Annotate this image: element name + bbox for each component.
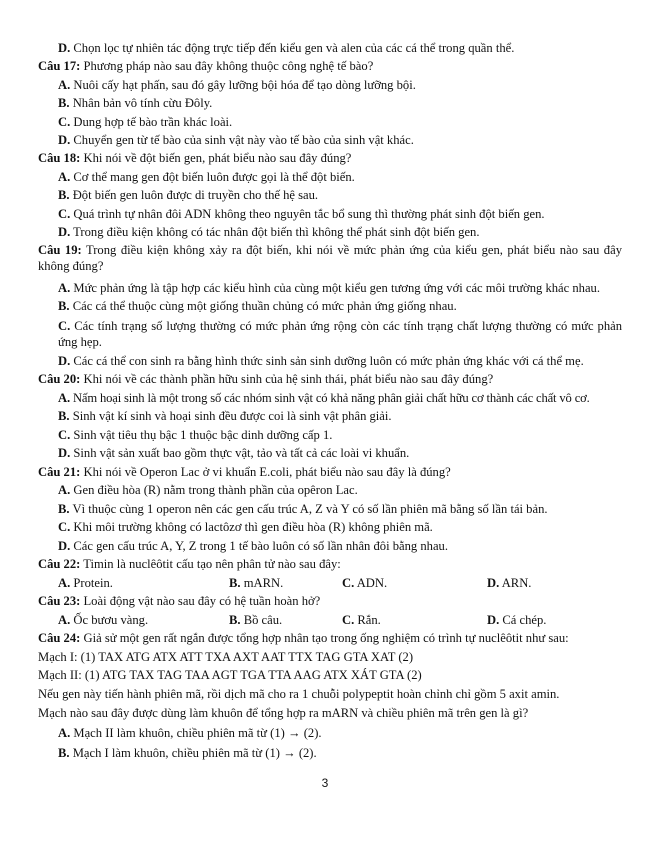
- q21-option-c: [58, 519, 622, 535]
- option-text: Trong điều kiện không có tác nhân đột biến thì không thể phát sinh đột biến gen.: [70, 225, 480, 239]
- option-text: Ốc bươu vàng.: [70, 613, 149, 627]
- question-number: Câu 24:: [38, 631, 81, 645]
- question-23: [38, 593, 622, 609]
- option-text: Các cá thể thuộc cùng một giống thuần chủng có mức phản ứng giống nhau.: [69, 299, 457, 313]
- question-21: [38, 464, 622, 480]
- option-text: Quá trình tự nhân đôi ADN không theo nguyên tắc bổ sung thì thường phát sinh đột biến gen.: [70, 207, 545, 221]
- option-label: A.: [58, 483, 71, 497]
- q18-option-a: [58, 169, 622, 185]
- option-text: Nuôi cấy hạt phấn, sau đó gây lưỡng bội hóa để tạo dòng lưỡng bội.: [70, 78, 416, 92]
- option-label: C.: [58, 319, 71, 333]
- option-label: B.: [58, 409, 70, 423]
- option-label: D.: [58, 446, 71, 460]
- question-text: Khi nói về các thành phần hữu sinh của hệ sinh thái, phát biểu nào sau đây đúng?: [80, 372, 494, 386]
- option-text: Chuyển gen từ tế bào của sinh vật này vào tế bào của sinh vật khác.: [70, 133, 414, 147]
- q22-option-a: [58, 575, 113, 591]
- question-text: Khi nói về Operon Lac ở vi khuẩn E.coli, phát biểu nào sau đây là đúng?: [80, 465, 451, 479]
- q17-option-a: [58, 77, 622, 93]
- option-label: B.: [58, 96, 70, 110]
- q19-option-a: [58, 280, 622, 296]
- question-text: Phương pháp nào sau đây không thuộc công nghệ tế bào?: [80, 59, 374, 73]
- option-label: B.: [58, 502, 70, 516]
- option-label: D.: [58, 133, 71, 147]
- question-24: [38, 630, 622, 646]
- option-label: A.: [58, 170, 71, 184]
- option-label: A.: [58, 391, 70, 405]
- option-label: B.: [229, 576, 241, 590]
- q22-options: [58, 575, 622, 591]
- question-number: Câu 21:: [38, 465, 81, 479]
- q23-option-b: [229, 612, 282, 628]
- option-label: D.: [58, 41, 71, 55]
- option-label: D.: [58, 354, 71, 368]
- question-text: Giả sử một gen rất ngắn được tổng hợp nhân tạo trong ống nghiệm có trình tự nuclêôtit như sau:: [80, 631, 569, 645]
- option-text: Mạch I làm khuôn, chiều phiên mã từ (1) → (2).: [69, 746, 317, 760]
- q20-option-c: [58, 427, 622, 443]
- q18-option-c: [58, 206, 622, 222]
- q22-option-d: [487, 575, 531, 591]
- option-label: A.: [58, 576, 71, 590]
- option-text: Các cá thể con sinh ra bằng hình thức sinh sản sinh dưỡng luôn có mức phản ứng khác với cá thể mẹ.: [70, 354, 584, 368]
- q18-option-d: [58, 224, 622, 240]
- option-text: Cơ thể mang gen đột biến luôn được gọi là thể đột biến.: [70, 170, 355, 184]
- option-text: Khi môi trường không có lactôzơ thì gen điều hòa (R) không phiên mã.: [70, 520, 433, 534]
- option-text: Gen điều hòa (R) nằm trong thành phần của opêron Lac.: [70, 483, 358, 497]
- q22-option-b: [229, 575, 283, 591]
- q20-option-a: [58, 390, 622, 406]
- q20-option-b: [58, 408, 622, 424]
- q17-option-b: [58, 95, 622, 111]
- option-text: Rắn.: [354, 613, 381, 627]
- q21-option-b: [58, 501, 622, 517]
- option-text: Bồ câu.: [240, 613, 283, 627]
- question-number: Câu 23:: [38, 594, 81, 608]
- q23-option-a: [58, 612, 148, 628]
- question-number: Câu 22:: [38, 557, 81, 571]
- question-22: [38, 556, 622, 572]
- question-number: Câu 17:: [38, 59, 81, 73]
- q24-paragraph-1: Nếu gen này tiến hành phiên mã, rồi dịch mã cho ra 1 chuỗi polypeptit hoàn chỉnh chỉ gồm 5 axit amin.: [38, 687, 560, 701]
- q23-option-d: [487, 612, 546, 628]
- question-text: Loài động vật nào sau đây có hệ tuần hoàn hở?: [80, 594, 321, 608]
- q24-paragraph-2: Mạch nào sau đây được dùng làm khuôn để tổng hợp ra mARN và chiều phiên mã trên gen là gì?: [38, 706, 529, 720]
- option-label: D.: [58, 539, 71, 553]
- q23-option-c: [342, 612, 381, 628]
- option-label: C.: [58, 520, 71, 534]
- q16-option-d: [58, 40, 622, 56]
- option-label: D.: [487, 613, 500, 627]
- q21-option-a: [58, 482, 622, 498]
- q22-option-c: [342, 575, 387, 591]
- q24-option-b: [58, 745, 622, 761]
- q24-option-a: [58, 725, 622, 741]
- option-text: Chọn lọc tự nhiên tác động trực tiếp đến kiểu gen và alen của các cá thể trong quần thể.: [70, 41, 515, 55]
- option-text: ARN.: [499, 576, 532, 590]
- option-label: B.: [58, 188, 70, 202]
- option-label: C.: [342, 613, 355, 627]
- page-number: 3: [321, 776, 329, 790]
- q20-option-d: [58, 445, 622, 461]
- question-text: Trong điều kiện không xảy ra đột biến, khi nói về mức phản ứng của kiểu gen, phát biểu nào sau đây không đúng?: [38, 243, 622, 273]
- q19-option-d: [58, 353, 622, 369]
- option-text: Cá chép.: [499, 613, 547, 627]
- option-label: D.: [58, 225, 71, 239]
- option-text: Dung hợp tế bào trần khác loài.: [70, 115, 233, 129]
- option-text: Các tính trạng số lượng thường có mức phản ứng rộng còn các tính trạng chất lượng thường có mức phản ứng hẹp.: [58, 319, 622, 349]
- option-label: B.: [58, 746, 70, 760]
- option-label: C.: [58, 115, 71, 129]
- option-label: D.: [487, 576, 500, 590]
- option-label: A.: [58, 281, 71, 295]
- q23-options: [58, 612, 622, 628]
- option-text: ADN.: [354, 576, 388, 590]
- q17-option-d: [58, 132, 622, 148]
- strand-2: Mạch II: (1) ATG TAX TAG TAA AGT TGA TTA AAG ATX XÁT GTA (2): [38, 668, 422, 682]
- option-text: mARN.: [240, 576, 284, 590]
- q21-option-d: [58, 538, 622, 554]
- option-text: Mức phản ứng là tập hợp các kiểu hình của cùng một kiểu gen tương ứng với các môi trường khác nhau.: [70, 281, 600, 295]
- question-text: Khi nói về đột biến gen, phát biểu nào sau đây đúng?: [80, 151, 352, 165]
- option-label: A.: [58, 613, 71, 627]
- q17-option-c: [58, 114, 622, 130]
- option-text: Vì thuộc cùng 1 operon nên các gen cấu trúc A, Z và Y có số lần phiên mã bằng số lần tái bản.: [69, 502, 548, 516]
- question-number: Câu 20:: [38, 372, 81, 386]
- option-label: A.: [58, 726, 71, 740]
- question-19: [38, 242, 622, 274]
- option-label: A.: [58, 78, 71, 92]
- q19-option-c: [58, 318, 622, 350]
- option-text: Đột biến gen luôn được di truyền cho thế hệ sau.: [69, 188, 319, 202]
- option-label: B.: [229, 613, 241, 627]
- q19-option-b: [58, 298, 622, 314]
- option-text: Sinh vật tiêu thụ bậc 1 thuộc bậc dinh dưỡng cấp 1.: [70, 428, 333, 442]
- q18-option-b: [58, 187, 622, 203]
- option-label: C.: [58, 207, 71, 221]
- option-text: Sinh vật sản xuất bao gồm thực vật, tảo và tất cả các loài vi khuẩn.: [70, 446, 410, 460]
- question-number: Câu 18:: [38, 151, 81, 165]
- option-label: C.: [342, 576, 355, 590]
- option-text: Nấm hoại sinh là một trong số các nhóm sinh vật có khả năng phân giải chất hữu cơ thành các chất vô cơ.: [69, 391, 590, 405]
- option-text: Mạch II làm khuôn, chiều phiên mã từ (1) → (2).: [70, 726, 322, 740]
- strand-1: Mạch I: (1) TAX ATG ATX ATT TXA AXT AAT TTX TAG GTA XAT (2): [38, 650, 414, 664]
- option-text: Sinh vật kí sinh và hoại sinh đều được coi là sinh vật phân giải.: [69, 409, 392, 423]
- question-text: Timin là nuclêôtit cấu tạo nên phân tử nào sau đây:: [80, 557, 341, 571]
- option-text: Nhân bản vô tính cừu Đôly.: [69, 96, 213, 110]
- question-20: [38, 371, 622, 387]
- option-text: Các gen cấu trúc A, Y, Z trong 1 tế bào luôn có số lần nhân đôi bằng nhau.: [70, 539, 448, 553]
- option-label: B.: [58, 299, 70, 313]
- option-label: C.: [58, 428, 71, 442]
- question-number: Câu 19:: [38, 243, 82, 257]
- question-18: [38, 150, 622, 166]
- option-text: Protein.: [70, 576, 113, 590]
- question-17: [38, 58, 622, 74]
